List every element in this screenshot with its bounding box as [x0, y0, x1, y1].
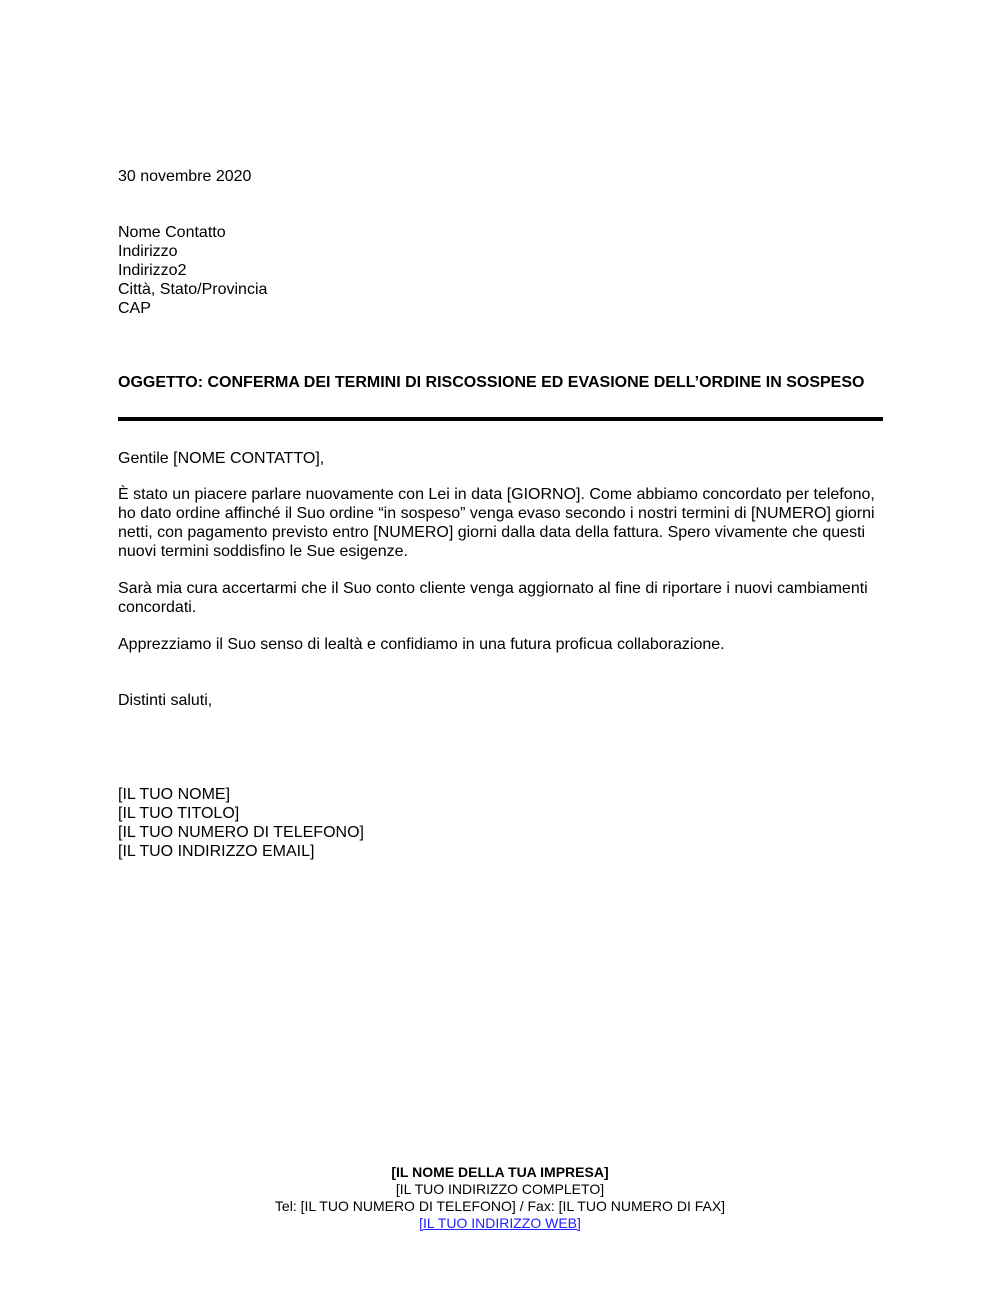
signature-name: [IL TUO NOME]: [118, 786, 231, 803]
closing: Distinti saluti,: [118, 692, 213, 709]
body-paragraph-1: È stato un piacere parlare nuovamente con Lei in data [GIORNO]. Come abbiamo concordato per telefono, ho dato ordine affinché il Suo ordine “in sospeso” venga evaso secondo i nostri termini di [NUMERO] giorni netti, con pagamento previsto entro [NUMERO] giorni dalla data della fattura. Spero vivamente che questi nuovi termini soddisfino le Sue esigenze.: [118, 486, 875, 560]
footer-contact: Tel: [IL TUO NUMERO DI TELEFONO] / Fax: [IL TUO NUMERO DI FAX]: [274, 1198, 726, 1214]
signature-phone: [IL TUO NUMERO DI TELEFONO]: [118, 824, 364, 841]
footer-web-link[interactable]: [IL TUO INDIRIZZO WEB]: [419, 1215, 581, 1231]
recipient-address-line-2: Indirizzo2: [118, 262, 187, 279]
body-paragraph-2: Sarà mia cura accertarmi che il Suo conto cliente venga aggiornato al fine di riportare i nuovi cambiamenti concordati.: [118, 580, 868, 616]
recipient-city-state: Città, Stato/Provincia: [118, 281, 268, 298]
signature-block: [118, 785, 882, 861]
subject-heading: OGGETTO: CONFERMA DEI TERMINI DI RISCOSSIONE ED EVASIONE DELL’ORDINE IN SOSPESO: [118, 374, 865, 391]
salutation: Gentile [NOME CONTATTO],: [118, 450, 325, 467]
recipient-name: Nome Contatto: [118, 224, 226, 241]
body-paragraph-3: Apprezziamo il Suo senso di lealtà e confidiamo in una futura proficua collaborazione.: [118, 636, 725, 653]
recipient-address-line-1: Indirizzo: [118, 243, 178, 260]
subject-divider: [118, 417, 883, 421]
footer-company-name: [IL NOME DELLA TUA IMPRESA]: [391, 1164, 609, 1180]
letter-date: 30 novembre 2020: [118, 168, 252, 185]
letterhead-footer: [0, 1164, 1000, 1232]
signature-email: [IL TUO INDIRIZZO EMAIL]: [118, 843, 315, 860]
footer-address: [IL TUO INDIRIZZO COMPLETO]: [395, 1181, 605, 1197]
recipient-address: [118, 223, 882, 318]
signature-title: [IL TUO TITOLO]: [118, 805, 240, 822]
recipient-postal-code: CAP: [118, 300, 151, 317]
